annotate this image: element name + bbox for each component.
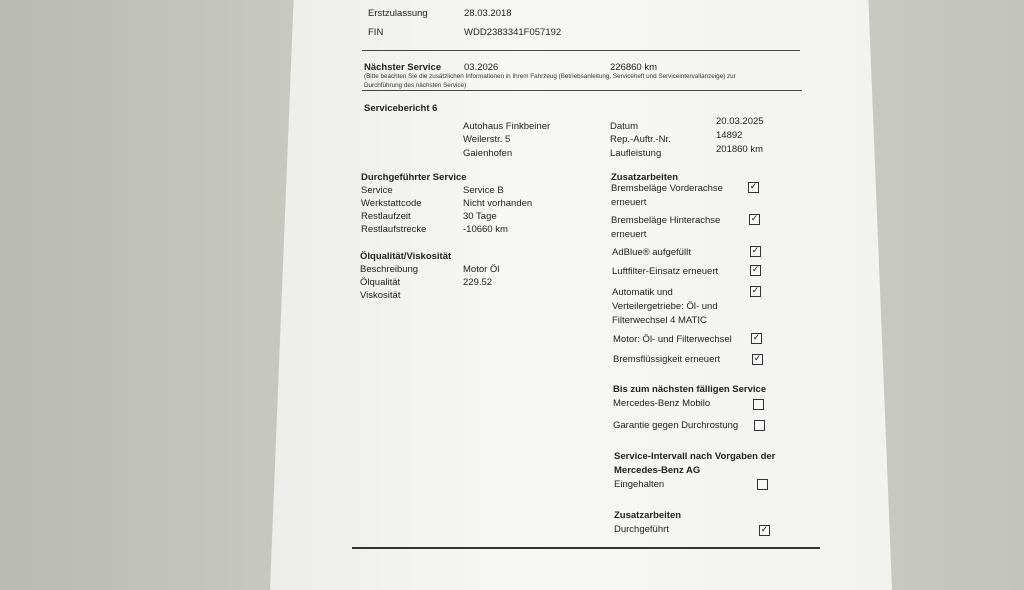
- datum-value: 20.03.2025: [716, 116, 764, 127]
- next-service-date: 03.2026: [464, 62, 499, 73]
- next-service-label: Nächster Service: [364, 62, 442, 73]
- oil-row-label: Ölqualität: [360, 277, 401, 288]
- checkbox[interactable]: [754, 420, 765, 431]
- checkbox[interactable]: [757, 479, 768, 490]
- until-next-item-label: Garantie gegen Durchrostung: [613, 420, 739, 431]
- divider: [352, 547, 820, 549]
- extra-work-item-label: Bremsbeläge Hinterachse: [611, 215, 721, 226]
- checkbox[interactable]: ✓: [749, 182, 758, 192]
- laufleistung-label: Laufleistung: [610, 148, 662, 159]
- extra-work-item-label: Motor: Öl- und Filterwechsel: [613, 334, 732, 345]
- extra-work-item-label: Filterwechsel 4 MATIC: [612, 315, 707, 326]
- until-next-item-label: Mercedes-Benz Mobilo: [613, 398, 711, 409]
- fin-value: WDD2383341F057192: [464, 27, 562, 38]
- service-row-value: 30 Tage: [463, 211, 497, 222]
- divider: [362, 50, 800, 51]
- next-service-note-1: (Bitte beachten Sie die zusätzlichen Informationen in Ihrem Fahrzeug (Betriebsanleitung, Serviceheft und Serviceintervallanzeige) zur: [364, 73, 736, 80]
- extra-work-item-label: Bremsflüssigkeit erneuert: [613, 354, 721, 365]
- checkbox[interactable]: ✓: [751, 246, 760, 256]
- service-done-title: Durchgeführter Service: [361, 172, 467, 183]
- extra-work-item-label: Verteilergetriebe: Öl- und: [612, 301, 718, 312]
- auftrag-label: Rep.-Auftr.-Nr.: [610, 134, 671, 145]
- service-row-label: Werkstattcode: [361, 198, 422, 209]
- checkbox[interactable]: ✓: [752, 333, 761, 343]
- dealer-name: Autohaus Finkbeiner: [463, 121, 551, 132]
- checkbox[interactable]: ✓: [760, 525, 769, 535]
- checkbox[interactable]: [753, 399, 764, 410]
- fin-label: FIN: [368, 27, 384, 38]
- extra-work-item-label: Bremsbeläge Vorderachse: [611, 183, 723, 194]
- checkbox[interactable]: ✓: [751, 286, 760, 296]
- oil-row-label: Viskosität: [360, 290, 401, 301]
- extra-work-item-label: Automatik und: [612, 287, 673, 298]
- service-row-label: Restlaufstrecke: [361, 224, 427, 235]
- service-row-label: Service: [361, 185, 393, 196]
- service-row-value: -10660 km: [463, 224, 508, 235]
- next-service-note-2: Durchführung des nächsten Service): [364, 82, 467, 89]
- auftrag-value: 14892: [716, 130, 743, 141]
- dealer-street: Weilerstr. 5: [463, 134, 511, 145]
- oil-row-value: 229.52: [463, 277, 493, 288]
- checkbox[interactable]: ✓: [751, 265, 760, 275]
- extra-work-item-label: erneuert: [611, 229, 647, 240]
- extra-work2-item-label: Durchgeführt: [614, 524, 669, 535]
- oil-title: Ölqualität/Viskosität: [360, 251, 452, 262]
- interval-item-label: Eingehalten: [614, 479, 665, 490]
- divider: [362, 90, 802, 91]
- extra-work-title: Zusatzarbeiten: [611, 172, 679, 183]
- erstzulassung-value: 28.03.2018: [464, 8, 512, 19]
- service-row-value: Service B: [463, 185, 504, 196]
- until-next-title: Bis zum nächsten fälligen Service: [613, 384, 767, 395]
- erstzulassung-label: Erstzulassung: [368, 8, 428, 19]
- interval-title-1: Service-Intervall nach Vorgaben der: [614, 451, 776, 462]
- extra-work-item-label: Luftfilter-Einsatz erneuert: [612, 266, 719, 277]
- checkbox[interactable]: ✓: [753, 354, 762, 364]
- oil-row-value: Motor Öl: [463, 264, 500, 275]
- service-row-label: Restlaufzeit: [361, 211, 411, 222]
- extra-work-item-label: AdBlue® aufgefüllt: [612, 247, 691, 258]
- dealer-city: Gaienhofen: [463, 148, 513, 159]
- laufleistung-value: 201860 km: [716, 144, 764, 155]
- interval-title-2: Mercedes-Benz AG: [614, 465, 701, 476]
- next-service-km: 226860 km: [610, 62, 658, 73]
- extra-work2-title: Zusatzarbeiten: [614, 510, 682, 521]
- checkbox[interactable]: ✓: [750, 214, 759, 224]
- service-row-value: Nicht vorhanden: [463, 198, 533, 209]
- report-title: Servicebericht 6: [364, 103, 438, 114]
- extra-work-item-label: erneuert: [611, 197, 647, 208]
- oil-row-label: Beschreibung: [360, 264, 419, 275]
- datum-label: Datum: [610, 121, 638, 132]
